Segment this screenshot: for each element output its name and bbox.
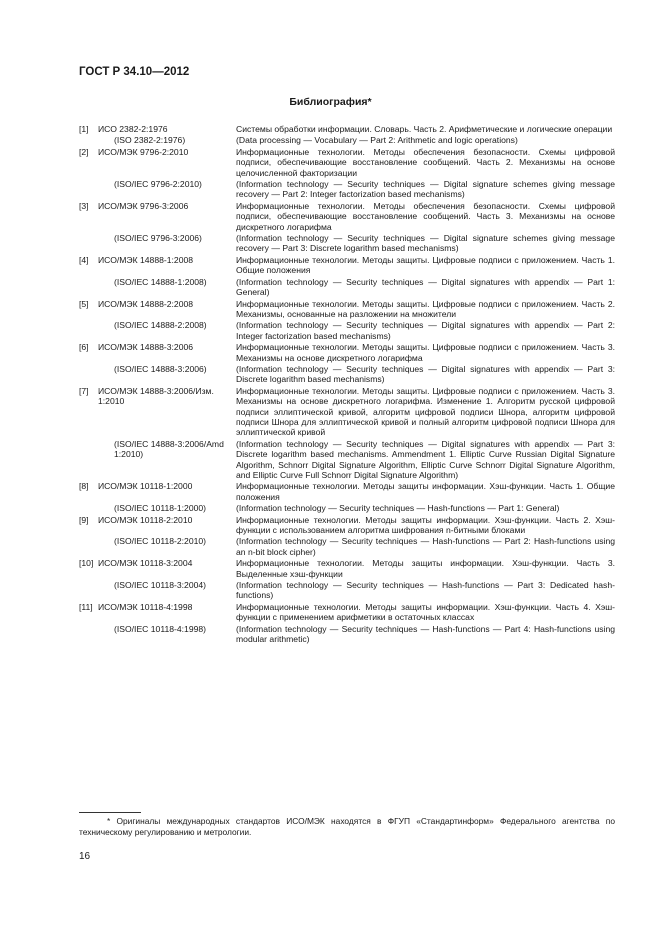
entry-title: Информационные технологии. Методы защиты информации. Хэш-функции. Часть 1. Общие положения — [236, 481, 615, 502]
bibliography-entry-original — [79, 179, 615, 200]
entry-number: [8] — [79, 481, 89, 492]
bibliography-entry-original — [79, 233, 615, 254]
entry-title: Информационные технологии. Методы защиты. Цифровые подписи с приложением. Часть 1. Общие положения — [236, 254, 615, 276]
entry-reference: ИСО 2382-2:1976 — [98, 124, 168, 134]
entry-reference: ИСО/МЭК 10118-4:1998 — [98, 601, 193, 612]
entry-original-reference: (ISO 2382-2:1976) — [114, 135, 186, 146]
entry-reference: ИСО/МЭК 14888-3:2006/Изм. 1:2010 — [98, 385, 214, 407]
entry-original-reference: (ISO/IEC 14888-3:2006) — [114, 363, 207, 374]
entry-number: [4] — [79, 254, 89, 265]
bibliography-entry — [79, 558, 615, 579]
bibliography-entry — [79, 342, 615, 363]
bibliography-entry-original — [79, 580, 615, 601]
entry-reference: ИСО/МЭК 9796-2:2010 — [98, 146, 189, 157]
entry-title: Информационные технологии. Методы обеспечения безопасности. Схемы цифровой подписи, обеспечивающие восстановление сообщений. Часть 3. Механизмы на основе дискретного логарифма — [236, 200, 615, 232]
entry-reference: ИСО/МЭК 14888-2:2008 — [98, 298, 194, 309]
entry-original-title: (Information technology — Security techniques — Hash-functions — Part 3: Dedicated hash-functions) — [236, 580, 615, 601]
bibliography-list — [79, 124, 615, 645]
bibliography-entry-original — [79, 503, 615, 513]
bibliography-entry-original — [79, 439, 615, 481]
bibliography-entry-original — [79, 536, 615, 557]
bibliography-entry — [79, 481, 615, 502]
entry-number: [11] — [79, 601, 93, 612]
entry-original-reference: (ISO/IEC 14888-3:2006/Amd 1:2010) — [114, 438, 224, 460]
bibliography-entry-original — [79, 135, 615, 145]
bibliography-entry-original — [79, 277, 615, 298]
entry-title: Системы обработки информации. Словарь. Часть 2. Арифметические и логические операции — [236, 124, 613, 134]
entry-original-title: (Information technology — Security techniques — Digital signatures with appendix — Part 3: Discrete logarithm based mechanisms. Ammendment 1. Elliptic Curve Russian Digital Signature Algorithm, Schnorr Digital Signature Algorithm, Elliptic Curve Schnorr Digital Signature Algorithm, and Elliptic Curve Full Schnorr Digital Signature Algorithm) — [236, 438, 615, 480]
entry-original-reference: (ISO/IEC 14888-1:2008) — [114, 276, 207, 287]
bibliography-entry — [79, 515, 615, 536]
entry-reference: ИСО/МЭК 14888-1:2008 — [98, 254, 194, 265]
bibliography-entry — [79, 386, 615, 438]
entry-title: Информационные технологии. Методы обеспечения безопасности. Схемы цифровой подписи, обеспечивающие восстановление сообщений. Часть 2. Механизмы на основе целочисленной факторизации — [236, 146, 615, 178]
entry-original-reference: (ISO/IEC 9796-2:2010) — [114, 179, 202, 190]
bibliography-entry — [79, 602, 615, 623]
entry-reference: ИСО/МЭК 14888-3:2006 — [98, 342, 194, 353]
entry-original-title: (Information technology — Security techniques — Digital signature schemes giving message recovery — Part 3: Discrete logarithm based mechanisms) — [236, 233, 615, 254]
entry-reference: ИСО/МЭК 9796-3:2006 — [98, 200, 189, 211]
bibliography-entry — [79, 147, 615, 178]
entry-reference: ИСО/МЭК 10118-3:2004 — [98, 558, 193, 569]
entry-original-title: (Information technology — Security techniques — Digital signatures with appendix — Part 3: Discrete logarithm based mechanisms) — [236, 363, 615, 385]
bibliography-entry — [79, 255, 615, 276]
entry-original-title: (Information technology — Security techniques — Digital signatures with appendix — Part 2: Integer factorization based mechanisms) — [236, 320, 615, 341]
entry-original-title: (Information technology — Security techniques — Hash-functions — Part 2: Hash-functions using an n-bit block cipher) — [236, 536, 615, 557]
bibliography-entry — [79, 201, 615, 232]
entry-number: [6] — [79, 342, 89, 353]
entry-reference: ИСО/МЭК 10118-1:2000 — [98, 481, 193, 492]
bibliography-entry-original — [79, 320, 615, 341]
document-header: ГОСТ Р 34.10—2012 — [79, 66, 190, 78]
bibliography-title: Библиография* — [289, 96, 372, 108]
entry-number: [3] — [79, 200, 89, 211]
entry-title: Информационные технологии. Методы защиты информации. Хэш-функции. Часть 4. Хэш-функции с применением арифметики в остаточных классах — [236, 601, 615, 623]
bibliography-entry — [79, 124, 615, 134]
entry-number: [7] — [79, 385, 89, 396]
entry-title: Информационные технологии. Методы защиты. Цифровые подписи с приложением. Часть 3. Механизмы на основе дискретного логарифма. Изменение 1. Алгоритм русской цифровой подписи эллиптической кривой, алгоритм цифровой подписи Шнора, алгоритм цифровой подписи Шнора для эллиптической кривой и полный алгоритм цифровой подписи Шнора для эллиптической кривой — [236, 385, 615, 438]
entry-original-reference: (ISO/IEC 10118-1:2000) — [114, 503, 207, 514]
entry-original-title: (Information technology — Security techniques — Digital signature schemes giving message recovery — Part 2: Integer factorization based mechanisms) — [236, 179, 615, 200]
entry-number: [2] — [79, 146, 89, 157]
footnote-separator — [79, 812, 141, 813]
entry-reference: ИСО/МЭК 10118-2:2010 — [98, 514, 193, 525]
entry-title: Информационные технологии. Методы защиты. Цифровые подписи с приложением. Часть 3. Механизмы на основе дискретного логарифма — [236, 342, 615, 363]
entry-original-title: (Information technology — Security techniques — Digital signatures with appendix — Part 1: General) — [236, 276, 615, 298]
entry-original-title: (Information technology — Security techniques — Hash-functions — Part 1: General) — [236, 503, 560, 514]
entry-number: [5] — [79, 298, 89, 309]
entry-title: Информационные технологии. Методы защиты информации. Хэш-функции. Часть 3. Выделенные хэш-функции — [236, 558, 615, 579]
entry-title: Информационные технологии. Методы защиты. Цифровые подписи с приложением. Часть 2. Механизмы, основанные на разложении на множители — [236, 298, 615, 319]
footnote: * Оригиналы международных стандартов ИСО/МЭК находятся в ФГУП «Стандартинформ» Федерального агентства по техническому регулированию и метрологии. — [79, 816, 615, 837]
entry-original-title: (Data processing — Vocabulary — Part 2: Arithmetic and logic operations) — [236, 135, 518, 146]
entry-original-reference: (ISO/IEC 9796-3:2006) — [114, 233, 202, 244]
bibliography-entry — [79, 299, 615, 320]
entry-original-reference: (ISO/IEC 10118-3:2004) — [114, 580, 207, 591]
entry-original-reference: (ISO/IEC 10118-2:2010) — [114, 536, 207, 547]
entry-number: [1] — [79, 124, 89, 134]
page-number: 16 — [79, 851, 91, 862]
entry-original-reference: (ISO/IEC 10118-4:1998) — [114, 623, 207, 634]
entry-number: [9] — [79, 514, 89, 525]
entry-number: [10] — [79, 558, 94, 569]
bibliography-entry-original — [79, 624, 615, 645]
entry-original-title: (Information technology — Security techniques — Hash-functions — Part 4: Hash-functions using modular arithmetic) — [236, 623, 615, 645]
entry-title: Информационные технологии. Методы защиты информации. Хэш-функции. Часть 2. Хэш-функции с использованием алгоритма шифрования n-битными блоками — [236, 514, 615, 536]
entry-original-reference: (ISO/IEC 14888-2:2008) — [114, 320, 207, 331]
bibliography-entry-original — [79, 364, 615, 385]
